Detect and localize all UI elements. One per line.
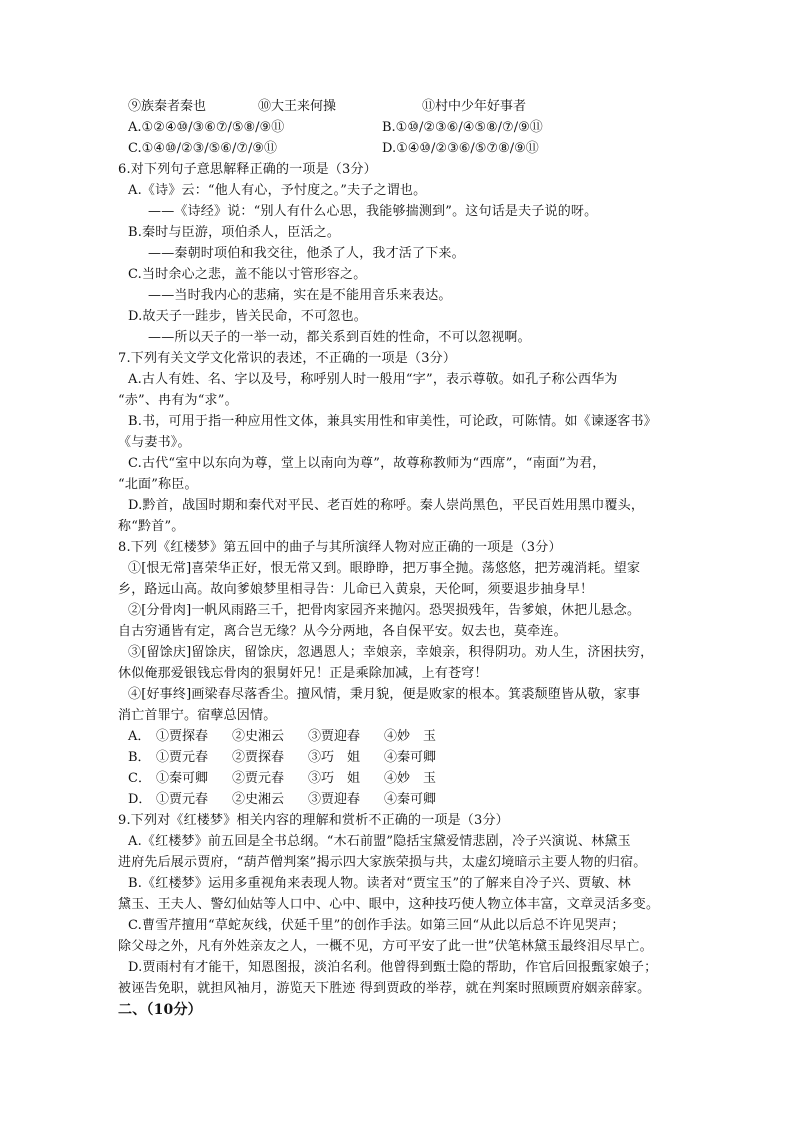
q8-song-3: ③[留馀庆]留馀庆，留馀庆，忽遇恩人；幸娘亲，幸娘亲，积得阴功。劝人生，济困扶穷， [128, 645, 654, 660]
item-11: ⑪村中少年好事者 [422, 99, 527, 114]
q8-option-cell: ②史湘云 [232, 729, 285, 744]
item-10: ⑩大王来何操 [258, 99, 337, 114]
q6-option-c-explain: ——当时我内心的悲痛，实在是不能用音乐来表达。 [148, 288, 452, 303]
q8-option-cell: ③巧 姐 [308, 750, 361, 765]
q7-option-d-cont: 称“黔首”。 [118, 519, 185, 534]
q9-option-c-cont: 除父母之外，凡有外姓亲友之人，一概不见，方可平安了此一世”伏笔林黛玉最终泪尽早亡。 [118, 939, 653, 954]
q8-option-letter: B． [128, 750, 151, 765]
q8-option-cell: ④妙 玉 [384, 771, 437, 786]
q7-option-a: A.古人有姓、名、字以及号，称呼别人时一般用“字”，表示尊敬。如孔子称公西华为 [128, 372, 618, 387]
q7-option-b: B.书，可用于指一种应用性文体，兼具实用性和审美性，可论政，可陈情。如《谏逐客书》 [128, 414, 657, 429]
q5-option-a: A.①②④⑩/③⑥⑦/⑤⑧/⑨⑪ [128, 120, 285, 135]
q5-option-b: B.①⑩/②③⑥/④⑤⑧/⑦/⑨⑪ [382, 120, 543, 135]
q8-option-cell: ③贾迎春 [308, 792, 361, 807]
q8-option-cell: ④秦可卿 [384, 750, 437, 765]
q8-song-1-cont: 乡，路远山高。故向爹娘梦里相寻告：儿命已入黄泉，天伦呵，须要退步抽身早！ [118, 582, 594, 597]
q8-song-4: ④[好事终]画梁春尽落香尘。擅风情，秉月貌，便是败家的根本。箕裘颓堕皆从敬，家事 [128, 687, 641, 702]
q8-stem: 8.下列《红楼梦》第五回中的曲子与其所演绎人物对应正确的一项是（3分） [118, 540, 562, 555]
q7-option-d: D.黔首，战国时期和秦代对平民、老百姓的称呼。秦人崇尚黑色，平民百姓用黑巾覆头， [128, 498, 645, 513]
q8-option-cell: ③巧 姐 [308, 771, 361, 786]
q8-option-cell: ③贾迎春 [308, 729, 361, 744]
q9-option-b: B.《红楼梦》运用多重视角来表现人物。读者对“贾宝玉”的了解来自冷子兴、贾敏、林 [128, 876, 631, 891]
q6-option-d-explain: ——所以天子的一举一动，都关系到百姓的性命，不可以忽视啊。 [148, 330, 531, 345]
q8-option-cell: ②史湘云 [232, 792, 285, 807]
q7-option-a-cont: “赤”、冉有为“求”。 [118, 393, 238, 408]
q7-option-c-cont: “北面”称臣。 [118, 477, 198, 492]
q7-stem: 7.下列有关文学文化常识的表述，不正确的一项是（3分） [118, 351, 457, 366]
section-2-heading: 二、（10分） [118, 1002, 202, 1018]
q8-option-cell: ④妙 玉 [384, 729, 437, 744]
q6-option-c: C.当时余心之悲，盖不能以寸管形容之。 [128, 267, 367, 282]
q6-option-a: A.《诗》云：“他人有心，予忖度之。”夫子之谓也。 [128, 183, 427, 198]
q8-option-letter: C． [128, 771, 151, 786]
q7-option-b-cont: 《与妻书》。 [118, 435, 191, 450]
q8-option-cell: ①贾元春 [156, 750, 209, 765]
q8-option-cell: ①秦可卿 [156, 771, 209, 786]
q8-option-cell: ②贾探春 [232, 750, 285, 765]
item-9: ⑨族秦者秦也 [128, 99, 207, 114]
q8-song-3-cont: 休似俺那爱银钱忘骨肉的狠舅奸兄！正是乘除加减，上有苍穹！ [118, 666, 488, 681]
q6-option-a-explain: ——《诗经》说：“别人有什么心思，我能够揣测到”。这句话是夫子说的呀。 [148, 204, 598, 219]
q9-option-a-cont: 进府先后展示贾府，“葫芦僧判案”揭示四大家族荣损与共，太虚幻境暗示主要人物的归宿。 [118, 855, 647, 870]
q8-option-cell: ①贾元春 [156, 792, 209, 807]
q9-option-a: A.《红楼梦》前五回是全书总纲。“木石前盟”隐括宝黛爱情悲剧，冷子兴演说、林黛玉 [128, 834, 631, 849]
q9-option-c: C.曹雪芹擅用“草蛇灰线，伏延千里”的创作手法。如第三回“从此以后总不许见哭声； [128, 918, 625, 933]
q8-option-cell: ①贾探春 [156, 729, 209, 744]
q6-option-b-explain: ——秦朝时项伯和我交往，他杀了人，我才活了下来。 [148, 246, 465, 261]
q6-option-b: B.秦时与臣游，项伯杀人，臣活之。 [128, 225, 341, 240]
q7-option-c: C.古代“室中以东向为尊，堂上以南向为尊”，故尊称教师为“西席”，“南面”为君， [128, 456, 606, 471]
q8-option-letter: A． [128, 729, 151, 744]
q8-song-4-cont: 消亡首罪宁。宿孽总因情。 [118, 708, 277, 723]
q6-stem: 6.对下列句子意思解释正确的一项是（3分） [118, 162, 377, 177]
q8-song-1: ①[恨无常]喜荣华正好，恨无常又到。眼睁睁，把万事全抛。荡悠悠，把芳魂消耗。望家 [128, 561, 641, 576]
q5-option-c: C.①④⑩/②③/⑤⑥/⑦/⑨⑪ [128, 141, 278, 156]
q8-song-2-cont: 自古穷通皆有定，离合岂无缘？从今分两地，各自保平安。奴去也，莫牵连。 [118, 624, 567, 639]
q9-stem: 9.下列对《红楼梦》相关内容的理解和赏析不正确的一项是（3分） [118, 813, 509, 828]
q5-option-d: D.①④⑩/②③⑥/⑤⑦⑧/⑨⑪ [382, 141, 539, 156]
q9-option-d-cont: 被诬告免职，就担风袖月，游览天下胜迹 得到贾政的举荐，就在判案时照顾贾府姻亲薛家。 [118, 981, 651, 996]
q9-option-d: D.贾雨村有才能干，知恩图报，淡泊名利。他曾得到甄士隐的帮助，作官后回报甄家娘子； [128, 960, 658, 975]
q9-option-b-cont: 黛玉、王夫人、警幻仙姑等人口中、心中、眼中，这种技巧使人物立体丰富，文章灵活多变。 [118, 897, 660, 912]
q8-option-cell: ④秦可卿 [384, 792, 437, 807]
q8-option-cell: ②贾元春 [232, 771, 285, 786]
q8-option-letter: D． [128, 792, 152, 807]
q8-song-2: ②[分骨肉]一帆风雨路三千，把骨肉家园齐来抛闪。恐哭损残年，告爹娘，休把儿悬念。 [128, 603, 641, 618]
q6-option-d: D.故天子一跬步，皆关民命，不可忽也。 [128, 309, 367, 324]
